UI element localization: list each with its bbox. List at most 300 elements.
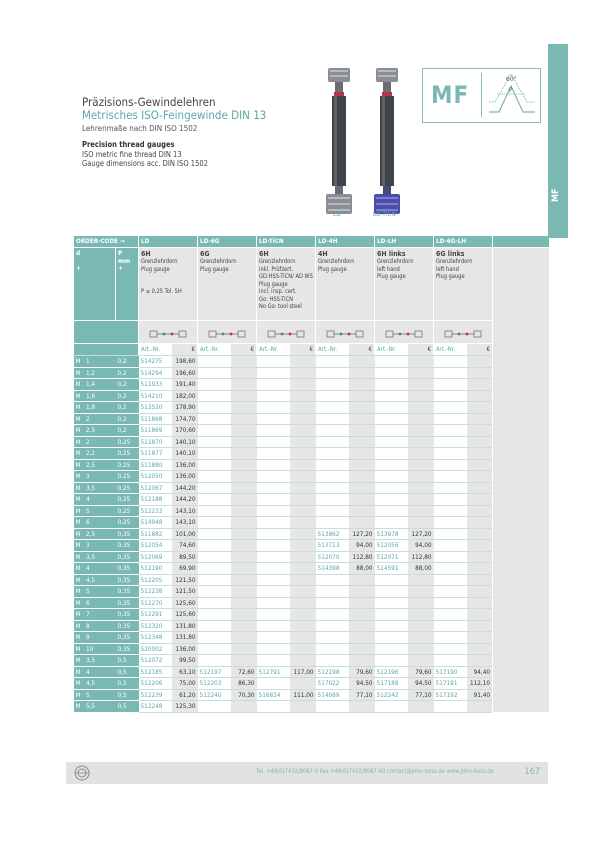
article-number	[434, 402, 467, 414]
column-description	[375, 248, 434, 321]
size-value: 6	[85, 598, 90, 607]
size-cell	[74, 425, 116, 437]
art-nr-label: Art.-Nr.	[434, 344, 467, 356]
size-cell	[74, 678, 116, 690]
table-row	[74, 540, 549, 552]
article-number	[434, 471, 467, 483]
pitch-cell: 0,35	[116, 643, 139, 655]
price	[231, 356, 257, 368]
article-number	[198, 494, 231, 506]
size-value: 3	[85, 472, 90, 481]
size-prefix: M	[75, 690, 81, 699]
company-logo	[74, 765, 90, 781]
article-number	[434, 609, 467, 621]
size-cell	[74, 528, 116, 540]
article-number: 513862	[316, 528, 349, 540]
article-number	[257, 459, 290, 471]
table-row	[74, 563, 549, 575]
price: 127,20	[408, 528, 434, 540]
article-number: 514591	[375, 563, 408, 575]
price	[290, 494, 316, 506]
price: 94,00	[408, 540, 434, 552]
article-number: 511869	[139, 425, 172, 437]
price: 140,10	[172, 448, 198, 460]
price	[349, 609, 375, 621]
thread-angle: 60°	[506, 76, 517, 83]
desc-de: Lehrenmaße nach DIN ISO 1502	[82, 124, 198, 133]
article-number	[257, 471, 290, 483]
article-number	[257, 701, 290, 713]
article-number: 514948	[139, 517, 172, 529]
article-number: 512203	[198, 678, 231, 690]
subtitle-de: Metrisches ISO-Feingewinde DIN 13	[82, 108, 267, 122]
table-row	[74, 402, 549, 414]
article-number: 512206	[139, 678, 172, 690]
article-number	[198, 597, 231, 609]
price	[467, 402, 493, 414]
size-cell	[74, 505, 116, 517]
article-number: 514294	[139, 367, 172, 379]
article-number	[434, 620, 467, 632]
price: 77,10	[408, 689, 434, 701]
price	[467, 643, 493, 655]
size-value: 5	[85, 690, 90, 699]
gauge-icon-cell	[139, 321, 198, 344]
pitch-cell: 0,25	[116, 471, 139, 483]
tolerance: 6H links	[377, 250, 406, 258]
article-number	[257, 632, 290, 644]
price	[231, 471, 257, 483]
article-number	[375, 517, 408, 529]
price	[231, 563, 257, 575]
tolerance: 6H	[259, 250, 269, 258]
price	[231, 436, 257, 448]
article-number	[198, 425, 231, 437]
price	[290, 528, 316, 540]
article-number	[375, 379, 408, 391]
price	[290, 609, 316, 621]
size-prefix: M	[75, 495, 81, 504]
article-number	[198, 609, 231, 621]
article-number: 512205	[139, 574, 172, 586]
article-number	[316, 643, 349, 655]
article-number	[434, 632, 467, 644]
article-number	[434, 390, 467, 402]
size-prefix: M	[75, 644, 81, 653]
table-row	[74, 643, 549, 655]
pitch-cell: 0,2	[116, 356, 139, 368]
article-number: 514210	[139, 390, 172, 402]
col-d-header	[74, 248, 116, 321]
price: 127,20	[349, 528, 375, 540]
table-row	[74, 448, 549, 460]
article-number	[375, 574, 408, 586]
table-row	[74, 425, 549, 437]
price	[408, 425, 434, 437]
size-prefix: M	[75, 702, 81, 711]
column-code: LD-6G	[198, 236, 257, 248]
price	[408, 459, 434, 471]
price	[408, 620, 434, 632]
code-box-divider	[481, 73, 482, 117]
size-value: 2,2	[85, 449, 96, 458]
price	[231, 367, 257, 379]
price	[349, 425, 375, 437]
size-cell	[74, 655, 116, 667]
article-number	[316, 459, 349, 471]
price	[349, 505, 375, 517]
price	[349, 632, 375, 644]
article-number	[257, 678, 290, 690]
price: 91,40	[467, 689, 493, 701]
price: 94,40	[467, 666, 493, 678]
size-cell	[74, 413, 116, 425]
price: 196,60	[172, 367, 198, 379]
desc-line: Grenzlehrdorn	[436, 259, 473, 265]
table-row	[74, 459, 549, 471]
article-number: 512248	[139, 701, 172, 713]
article-number: 513520	[139, 402, 172, 414]
price	[467, 701, 493, 713]
article-number	[434, 448, 467, 460]
column-description	[316, 248, 375, 321]
article-number	[257, 482, 290, 494]
price: 89,50	[172, 551, 198, 563]
article-number	[316, 436, 349, 448]
article-number: 512054	[139, 540, 172, 552]
size-value: 4,5	[85, 575, 96, 584]
price	[349, 367, 375, 379]
article-number: 511870	[139, 436, 172, 448]
article-number	[316, 448, 349, 460]
article-number	[198, 586, 231, 598]
pitch-cell: 0,35	[116, 620, 139, 632]
price-table	[73, 236, 549, 713]
price: 94,00	[349, 540, 375, 552]
price	[231, 482, 257, 494]
article-number	[316, 586, 349, 598]
article-number	[257, 586, 290, 598]
price: 61,20	[172, 689, 198, 701]
tolerance: 6G	[200, 250, 210, 258]
gauge-icon-cell	[316, 321, 375, 344]
article-number	[316, 367, 349, 379]
size-cell	[74, 390, 116, 402]
article-number	[257, 563, 290, 575]
article-number: 512185	[139, 666, 172, 678]
article-number	[375, 425, 408, 437]
pitch-cell: 0,25	[116, 459, 139, 471]
article-number	[375, 436, 408, 448]
article-number	[375, 632, 408, 644]
price: 125,60	[172, 597, 198, 609]
article-number	[316, 425, 349, 437]
price	[290, 574, 316, 586]
size-value: 5	[85, 506, 90, 515]
price	[408, 597, 434, 609]
side-tab-label: MF	[551, 188, 561, 202]
euro-label: €	[172, 344, 198, 356]
table-row	[74, 413, 549, 425]
price	[290, 505, 316, 517]
table-row	[74, 586, 549, 598]
price	[231, 701, 257, 713]
price	[349, 643, 375, 655]
article-number	[375, 367, 408, 379]
price: 111,00	[290, 689, 316, 701]
size-cell	[74, 689, 116, 701]
price	[231, 494, 257, 506]
price: 94,50	[408, 678, 434, 690]
article-number	[434, 540, 467, 552]
price	[408, 390, 434, 402]
price	[467, 459, 493, 471]
size-value: 8	[85, 621, 90, 630]
pitch-cell: 0,35	[116, 609, 139, 621]
tolerance: 6H	[141, 250, 151, 258]
article-number	[434, 367, 467, 379]
article-number	[257, 528, 290, 540]
pitch-cell: 0,35	[116, 632, 139, 644]
article-number	[198, 436, 231, 448]
price	[467, 528, 493, 540]
size-prefix: M	[75, 426, 81, 435]
price: 140,10	[172, 436, 198, 448]
article-number	[375, 643, 408, 655]
size-cell	[74, 459, 116, 471]
size-prefix: M	[75, 380, 81, 389]
price: 143,10	[172, 517, 198, 529]
size-value: 3	[85, 541, 90, 550]
empty-column	[493, 236, 549, 248]
price: 143,10	[172, 505, 198, 517]
article-number	[257, 643, 290, 655]
size-prefix: M	[75, 391, 81, 400]
desc-line: Grenzlehrdorn	[318, 259, 355, 265]
article-number	[198, 632, 231, 644]
article-number	[434, 655, 467, 667]
price	[290, 586, 316, 598]
subheader-row	[74, 344, 549, 356]
price	[290, 563, 316, 575]
price	[408, 609, 434, 621]
col-p-label: P	[118, 249, 123, 257]
article-number: 512791	[257, 666, 290, 678]
price: 136,00	[172, 643, 198, 655]
price	[467, 597, 493, 609]
desc-line: Go: HSS-TiCN	[259, 296, 293, 303]
price	[290, 379, 316, 391]
size-cell	[74, 643, 116, 655]
price	[349, 448, 375, 460]
size-value: 1,6	[85, 391, 96, 400]
price	[231, 413, 257, 425]
article-number	[257, 436, 290, 448]
price	[408, 574, 434, 586]
size-cell	[74, 586, 116, 598]
table-row	[74, 689, 549, 701]
price	[290, 620, 316, 632]
price: 72,60	[231, 666, 257, 678]
title-de: Präzisions-Gewindelehren	[82, 95, 216, 109]
title-en: Precision thread gauges	[82, 140, 175, 149]
article-number: 512190	[139, 563, 172, 575]
article-number: 514089	[316, 689, 349, 701]
size-value: 1,2	[85, 368, 96, 377]
price: 79,60	[408, 666, 434, 678]
article-number	[316, 609, 349, 621]
price: 86,30	[231, 678, 257, 690]
article-number	[198, 643, 231, 655]
size-prefix: M	[75, 357, 81, 366]
article-number	[434, 701, 467, 713]
price	[290, 643, 316, 655]
size-value: 1	[85, 357, 90, 366]
article-number	[316, 482, 349, 494]
price: 178,90	[172, 402, 198, 414]
column-description	[198, 248, 257, 321]
price	[290, 459, 316, 471]
price	[467, 609, 493, 621]
size-value: 3,5	[85, 656, 96, 665]
article-number	[375, 597, 408, 609]
size-value: 1,4	[85, 380, 96, 389]
article-number: 514275	[139, 356, 172, 368]
article-number: 520002	[139, 643, 172, 655]
price	[290, 701, 316, 713]
price: 101,00	[172, 528, 198, 540]
price	[349, 356, 375, 368]
article-number: 517188	[375, 678, 408, 690]
article-number: 512233	[139, 505, 172, 517]
empty-column	[493, 248, 549, 713]
price	[349, 482, 375, 494]
table-row	[74, 609, 549, 621]
column-description	[257, 248, 316, 321]
price: 131,80	[172, 632, 198, 644]
price	[467, 436, 493, 448]
price	[349, 413, 375, 425]
article-number	[198, 517, 231, 529]
pitch-cell: 0,35	[116, 586, 139, 598]
size-prefix: M	[75, 610, 81, 619]
desc-line: No Go: tool steel	[259, 304, 302, 310]
article-number	[375, 620, 408, 632]
article-number	[316, 632, 349, 644]
pitch-cell: 0,2	[116, 425, 139, 437]
spacer	[74, 344, 139, 356]
page-number: 167	[524, 767, 540, 777]
article-number	[257, 609, 290, 621]
article-number	[257, 402, 290, 414]
size-cell	[74, 551, 116, 563]
pitch-cell: 0,2	[116, 379, 139, 391]
art-nr-label: Art.-Nr.	[198, 344, 231, 356]
article-number	[375, 471, 408, 483]
plug-gauge-icon	[148, 328, 188, 340]
article-number: 512270	[139, 597, 172, 609]
size-prefix: M	[75, 414, 81, 423]
col-p-unit: mm	[118, 256, 131, 265]
column-description	[139, 248, 198, 321]
article-number: 512056	[375, 540, 408, 552]
pitch-cell: 0,5	[116, 701, 139, 713]
article-number: 516834	[257, 689, 290, 701]
size-value: 3,5	[85, 483, 96, 492]
price	[231, 574, 257, 586]
price	[231, 632, 257, 644]
price	[408, 356, 434, 368]
pitch-cell: 0,5	[116, 678, 139, 690]
article-number	[316, 413, 349, 425]
article-number	[257, 425, 290, 437]
size-prefix: M	[75, 541, 81, 550]
size-prefix: M	[75, 667, 81, 676]
price	[290, 436, 316, 448]
price	[290, 448, 316, 460]
size-value: 2	[85, 414, 90, 423]
article-number	[198, 655, 231, 667]
article-number	[257, 367, 290, 379]
size-prefix: M	[75, 403, 81, 412]
english-description	[82, 140, 208, 169]
price: 136,00	[172, 459, 198, 471]
size-value: 10	[85, 644, 94, 653]
article-number	[434, 425, 467, 437]
price	[408, 436, 434, 448]
size-cell	[74, 540, 116, 552]
article-number: 517191	[434, 678, 467, 690]
price: 69,90	[172, 563, 198, 575]
price	[467, 482, 493, 494]
price	[290, 597, 316, 609]
euro-label: €	[408, 344, 434, 356]
price	[467, 540, 493, 552]
price	[231, 609, 257, 621]
price	[467, 471, 493, 483]
article-number	[316, 402, 349, 414]
pitch-cell: 0,35	[116, 574, 139, 586]
article-number	[434, 574, 467, 586]
column-code: LD	[139, 236, 198, 248]
price	[408, 413, 434, 425]
art-nr-label: Art.-Nr.	[375, 344, 408, 356]
price	[408, 494, 434, 506]
article-number	[316, 379, 349, 391]
price	[408, 655, 434, 667]
price	[290, 632, 316, 644]
article-number	[198, 390, 231, 402]
article-number: 512188	[139, 494, 172, 506]
icon-row	[74, 321, 549, 344]
price	[290, 425, 316, 437]
table-row	[74, 436, 549, 448]
size-prefix: M	[75, 656, 81, 665]
price: 117,00	[290, 666, 316, 678]
price	[349, 655, 375, 667]
article-number: 513713	[316, 540, 349, 552]
gauge-illustration	[318, 66, 418, 226]
price	[231, 425, 257, 437]
article-number	[257, 379, 290, 391]
article-number: 512067	[139, 482, 172, 494]
size-cell	[74, 379, 116, 391]
desc-line: GD:HSS-TiCN/ AD WS	[259, 274, 313, 280]
article-number	[257, 356, 290, 368]
spacer	[74, 321, 139, 344]
article-number	[198, 379, 231, 391]
footer-contact: Tel. +49(0)7432/9087-0 Fax +49(0)7432/9087-60 contact@joho-boss.de www.joho-boss.de	[256, 769, 494, 775]
